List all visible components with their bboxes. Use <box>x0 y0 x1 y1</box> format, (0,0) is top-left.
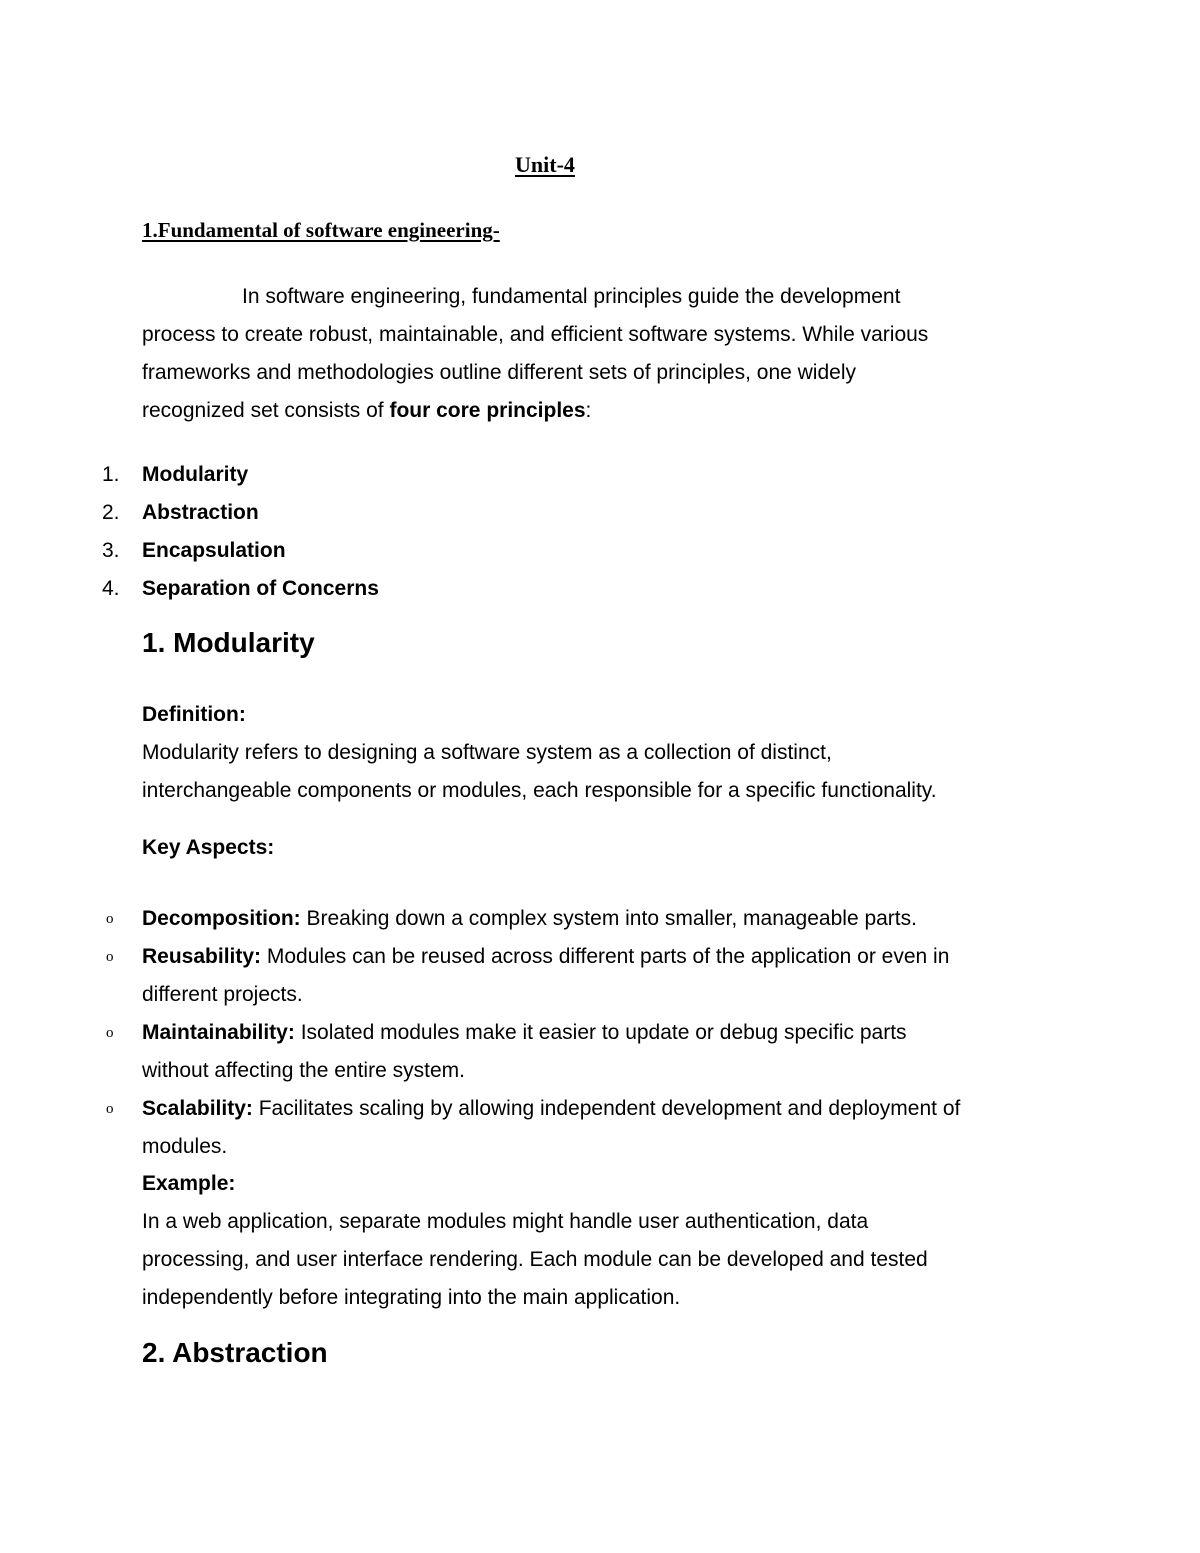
example-label: Example: <box>142 1172 236 1195</box>
intro-line-4 <box>142 392 1042 430</box>
list-item <box>102 532 379 570</box>
intro-paragraph <box>142 278 1042 430</box>
list-label: Separation of Concerns <box>142 577 379 600</box>
intro-line-4-suffix: : <box>585 399 592 422</box>
intro-line-1: In software engineering, fundamental principles guide the development <box>242 285 901 308</box>
unit-title: Unit-4 <box>515 152 575 177</box>
list-number: 4. <box>102 577 120 600</box>
aspect-text-cont: modules. <box>142 1135 228 1158</box>
key-aspects-list <box>100 900 960 1166</box>
aspect-term: Reusability: <box>142 945 262 968</box>
definition-line-1: Modularity refers to designing a software system as a collection of distinct, <box>142 741 832 764</box>
definition-block <box>142 696 937 810</box>
intro-line-3: frameworks and methodologies outline different sets of principles, one widely <box>142 361 856 384</box>
intro-line-4-prefix: recognized set consists of <box>142 399 390 422</box>
example-line-1: In a web application, separate modules might handle user authentication, data <box>142 1210 869 1233</box>
list-item <box>100 900 960 938</box>
definition-label: Definition: <box>142 703 246 726</box>
aspect-term: Maintainability: <box>142 1021 295 1044</box>
intro-line-4-bold: four core principles <box>389 399 586 422</box>
aspect-term: Decomposition: <box>142 907 301 930</box>
abstraction-heading: 2. Abstraction <box>142 1337 328 1368</box>
list-item <box>102 570 379 608</box>
list-item <box>100 1014 960 1090</box>
section-title: 1.Fundamental of software engineering- <box>142 218 500 242</box>
list-number: 2. <box>102 501 120 524</box>
list-item <box>102 456 379 494</box>
list-number: 3. <box>102 539 120 562</box>
bullet-marker: o <box>106 1025 114 1041</box>
example-line-2: processing, and user interface rendering. Each module can be developed and tested <box>142 1248 928 1271</box>
bullet-marker: o <box>106 1101 114 1117</box>
aspect-text-cont: without affecting the entire system. <box>142 1059 465 1082</box>
aspect-text: Modules can be reused across different parts of the application or even in <box>261 945 950 968</box>
definition-line-2: interchangeable components or modules, each responsible for a specific functionality. <box>142 779 937 802</box>
bullet-marker: o <box>106 911 114 927</box>
aspect-text-cont: different projects. <box>142 983 303 1006</box>
list-label: Abstraction <box>142 501 259 524</box>
aspect-text: Breaking down a complex system into smaller, manageable parts. <box>300 907 917 930</box>
intro-line-2: process to create robust, maintainable, and efficient software systems. While various <box>142 323 929 346</box>
example-line-3: independently before integrating into the main application. <box>142 1286 681 1309</box>
list-label: Encapsulation <box>142 539 286 562</box>
aspect-text: Isolated modules make it easier to update or debug specific parts <box>294 1021 907 1044</box>
aspect-text: Facilitates scaling by allowing independent development and deployment of <box>252 1097 961 1120</box>
list-number: 1. <box>102 463 120 486</box>
list-item <box>100 1090 960 1166</box>
modularity-heading: 1. Modularity <box>142 627 315 658</box>
key-aspects-label: Key Aspects: <box>142 836 275 859</box>
principles-list <box>102 456 379 608</box>
example-block <box>142 1165 928 1317</box>
aspect-term: Scalability: <box>142 1097 253 1120</box>
bullet-marker: o <box>106 949 114 965</box>
list-label: Modularity <box>142 463 249 486</box>
list-item <box>102 494 379 532</box>
list-item <box>100 938 960 1014</box>
